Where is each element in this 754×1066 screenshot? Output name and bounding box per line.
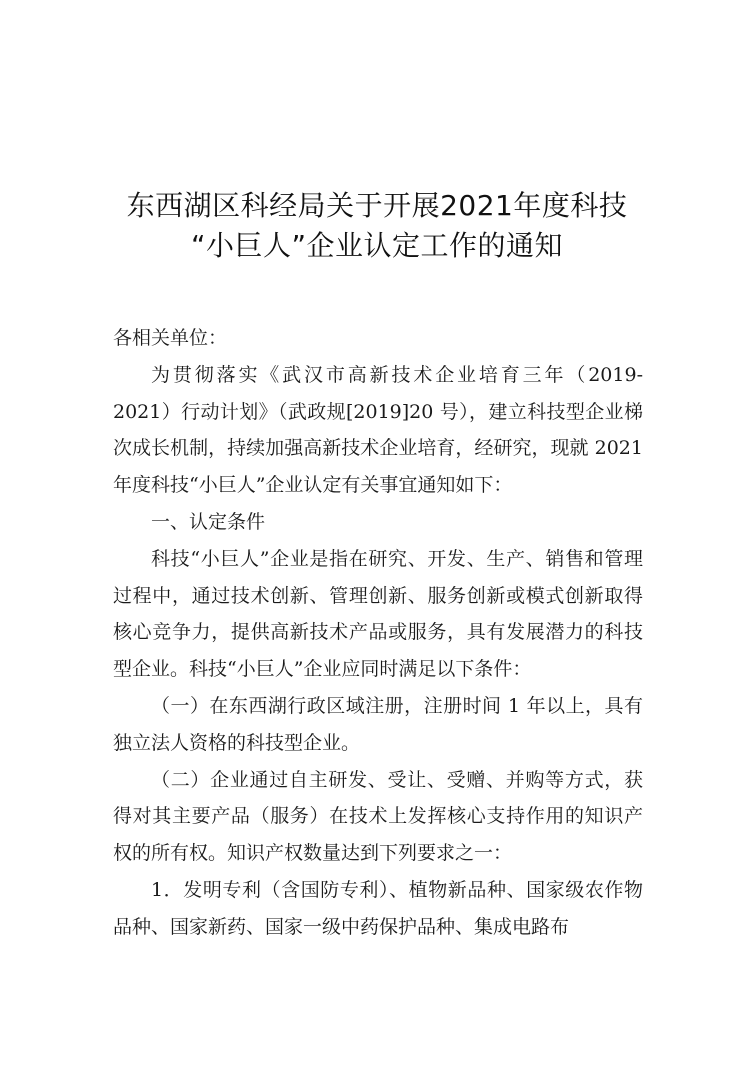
list-item-1: 1．发明专利（含国防专利）、植物新品种、国家级农作物品种、国家新药、国家一级中药保护品种、集成电路布 [113,878,643,938]
section-1-heading: 一、认定条件 [151,510,266,533]
intro-paragraph: 为贯彻落实《武汉市高新技术企业培育三年（2019-2021）行动计划》（武政规[2019]20 号），建立科技型企业梯次成长机制，持续加强高新技术企业培育，经研究，现就 2021 年度科技“小巨人”企业认定有关事宜通知如下： [113,363,643,497]
condition-1: （一）在东西湖行政区域注册，注册时间 1 年以上，具有独立法人资格的科技型企业。 [113,694,643,754]
salutation: 各相关单位： [113,327,228,349]
document-body [113,320,643,946]
document-title-line-2: “小巨人”企业认定工作的通知 [190,229,563,262]
document-title-line-1: 东西湖区科经局关于开展2021年度科技 [126,189,628,222]
section-1-paragraph: 科技“小巨人”企业是指在研究、开发、生产、销售和管理过程中，通过技术创新、管理创新、服务创新或模式创新取得核心竞争力，提供高新技术产品或服务，具有发展潜力的科技型企业。科技“小巨人”企业应同时满足以下条件： [113,547,643,681]
condition-2: （二）企业通过自主研发、受让、受赠、并购等方式，获得对其主要产品（服务）在技术上发挥核心支持作用的知识产权的所有权。知识产权数量达到下列要求之一： [113,768,643,865]
